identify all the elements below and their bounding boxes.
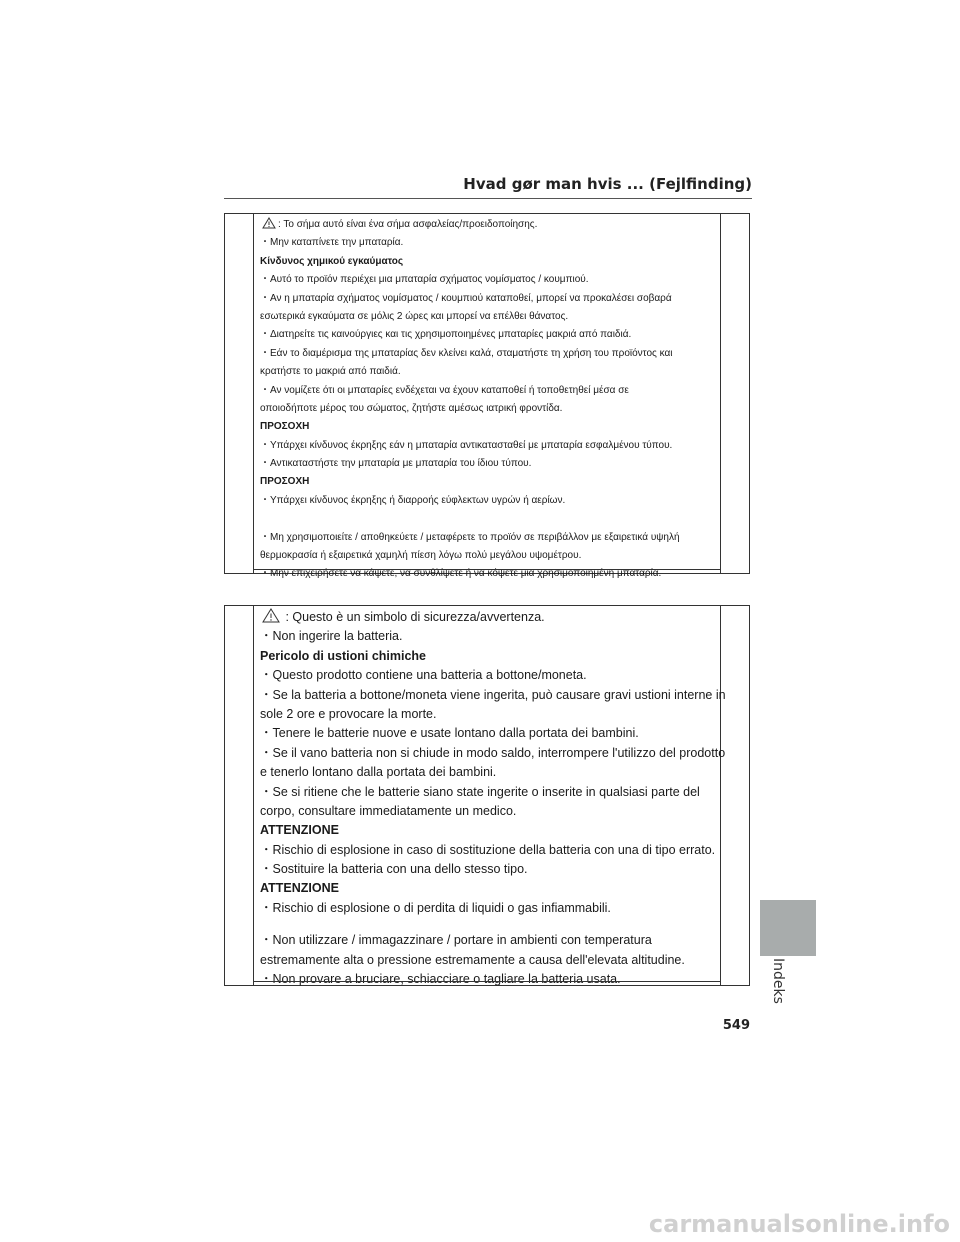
- text-line: ・Αν η μπαταρία σχήματος νομίσματος / κουμπιού καταποθεί, μπορεί να προκαλέσει σοβαρά: [260, 292, 672, 304]
- text-line: ・Non utilizzare / immagazzinare / portare in ambienti con temperatura: [260, 933, 652, 948]
- index-side-tab: [760, 900, 816, 956]
- text-line: ・Διατηρείτε τις καινούργιες και τις χρησιμοποιημένες μπαταρίες μακριά από παιδιά.: [260, 329, 632, 341]
- caution-heading: ΠΡΟΣΟΧΗ: [260, 421, 310, 433]
- watermark-text: carmanualsonline.info: [648, 1210, 950, 1238]
- text-line: ・Se la batteria a bottone/moneta viene ingerita, può causare gravi ustioni interne in: [260, 687, 726, 702]
- spacer: [260, 918, 714, 931]
- text-line: οποιοδήποτε μέρος του σώματος, ζητήστε αμέσως ιατρική φροντίδα.: [260, 402, 563, 414]
- warning-box-content: [253, 606, 726, 987]
- section-title: Hvad gør man hvis ... (Fejlfinding): [463, 175, 752, 193]
- text-line: ・Tenere le batterie nuove e usate lontano dalla portata dei bambini.: [260, 726, 639, 741]
- text-line: θερμοκρασία ή εξαιρετικά χαμηλή πίεση λόγω πολύ μεγάλου υψομέτρου.: [260, 550, 582, 562]
- warning-symbol-line: [260, 216, 714, 234]
- warning-box-greek: [224, 213, 750, 580]
- text-line: ・Αντικαταστήστε την μπαταρία με μπαταρία του ίδιου τύπου.: [260, 458, 532, 470]
- text-line: sole 2 ore e provocare la morte.: [260, 706, 437, 721]
- text-line: ・Se si ritiene che le batterie siano state ingerite o inserite in qualsiasi parte del: [260, 784, 700, 799]
- text-line: ・Αυτό το προϊόν περιέχει μια μπαταρία σχήματος νομίσματος / κουμπιού.: [260, 274, 589, 286]
- text-line: ・Υπάρχει κίνδυνος έκρηξης ή διαρροής εύφλεκτων υγρών ή αερίων.: [260, 494, 566, 506]
- text-line: ・Εάν το διαμέρισμα της μπαταρίας δεν κλείνει καλά, σταματήστε τη χρήση του προϊόντος και: [260, 347, 673, 359]
- text-line: ・Υπάρχει κίνδυνος έκρηξης εάν η μπαταρία αντικατασταθεί με μπαταρία εσφαλμένου τύπου.: [260, 439, 673, 451]
- text-line: ・Μην καταπίνετε την μπαταρία.: [260, 237, 404, 249]
- text-line: ・Rischio di esplosione o di perdita di liquidi o gas infiammabili.: [260, 900, 611, 915]
- index-side-label: Indeks: [770, 958, 786, 1004]
- text-line: ・Μη χρησιμοποιείτε / αποθηκεύετε / μεταφέρετε το προϊόν σε περιβάλλον με εξαιρετικά υψηλή: [260, 531, 680, 543]
- text-line: ・Se il vano batteria non si chiude in modo saldo, interrompere l'utilizzo del prodotto: [260, 745, 726, 760]
- caution-heading: ATTENZIONE: [260, 823, 339, 838]
- warning-box-content: [253, 214, 721, 580]
- warning-box-italian: [224, 605, 750, 986]
- warning-symbol-text: : Questo è un simbolo di sicurezza/avvertenza.: [285, 610, 545, 624]
- page-number: 549: [722, 1018, 750, 1033]
- text-line: ・Sostituire la batteria con una dello stesso tipo.: [260, 862, 528, 877]
- text-line: estremamente alta o pressione estremamente a causa dell'elevata altitudine.: [260, 952, 685, 967]
- text-line: ・Questo prodotto contiene una batteria a bottone/moneta.: [260, 668, 587, 683]
- text-line: εσωτερικά εγκαύματα σε μόλις 2 ώρες και μπορεί να επέλθει θάνατος.: [260, 310, 569, 322]
- text-line: ・Μην επιχειρήσετε να κάψετε, να συνθλίψετε ή να κόψετε μια χρησιμοποιημένη μπαταρία.: [260, 568, 662, 580]
- warning-triangle-icon: [262, 217, 276, 229]
- text-line: ・Rischio di esplosione in caso di sostituzione della batteria con una di tipo errato.: [260, 842, 716, 857]
- text-line: ・Non ingerire la batteria.: [260, 629, 403, 644]
- text-line: ・Αν νομίζετε ότι οι μπαταρίες ενδέχεται να έχουν καταποθεί ή τοποθετηθεί μέσα σε: [260, 384, 629, 396]
- subheading: Κίνδυνος χημικού εγκαύματος: [260, 255, 404, 267]
- text-line: ・Non provare a bruciare, schiacciare o tagliare la batteria usata.: [260, 972, 621, 987]
- warning-symbol-text: : Το σήμα αυτό είναι ένα σήμα ασφαλείας/προειδοποίησης.: [278, 219, 538, 230]
- text-line: κρατήστε το μακριά από παιδιά.: [260, 366, 401, 378]
- header-divider: [224, 198, 752, 199]
- caution-heading: ATTENZIONE: [260, 881, 339, 896]
- text-line: e tenerlo lontano dalla portata dei bambini.: [260, 765, 497, 780]
- text-line: corpo, consultare immediatamente un medico.: [260, 803, 517, 818]
- subheading: Pericolo di ustioni chimiche: [260, 648, 427, 663]
- caution-heading: ΠΡΟΣΟΧΗ: [260, 476, 310, 488]
- warning-triangle-icon: [262, 608, 280, 623]
- warning-symbol-line: [260, 608, 714, 627]
- spacer: [260, 510, 714, 528]
